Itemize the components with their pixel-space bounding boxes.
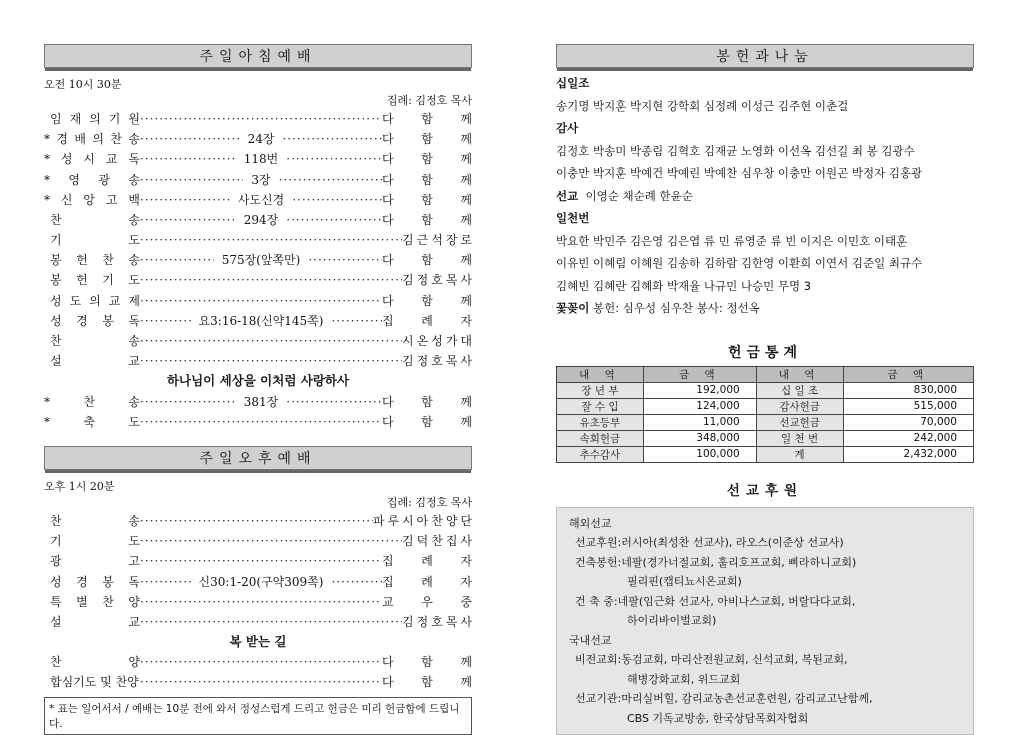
table-row bbox=[557, 414, 974, 430]
offering-list bbox=[556, 72, 974, 320]
order-row bbox=[44, 572, 472, 592]
mission-heading: 선교 bbox=[556, 189, 578, 203]
dot-leader bbox=[140, 170, 243, 190]
dot-leader bbox=[140, 270, 402, 290]
dot-leader bbox=[279, 170, 382, 190]
order-detail: 575장(앞쪽만) bbox=[214, 250, 309, 270]
dot-leader bbox=[331, 311, 382, 331]
thanks-heading: 감사 bbox=[556, 117, 974, 140]
order-row bbox=[44, 551, 472, 571]
domestic-heading: 국내선교 bbox=[569, 631, 961, 651]
order-leader: 다 함 께 bbox=[382, 149, 472, 169]
dot-leader bbox=[140, 190, 230, 210]
mission-support-box bbox=[556, 507, 974, 735]
stats-amount-cell: 515,000 bbox=[843, 398, 973, 414]
order-row bbox=[44, 230, 472, 250]
order-label: * 영 광 송 bbox=[44, 170, 140, 190]
order-leader: 다 함 께 bbox=[382, 210, 472, 230]
right-page bbox=[556, 44, 974, 735]
order-label: 설 교 bbox=[44, 351, 140, 371]
stats-item-cell: 감사헌금 bbox=[756, 398, 843, 414]
afternoon-service-header bbox=[44, 446, 472, 470]
dot-leader bbox=[308, 250, 382, 270]
mission-item bbox=[569, 592, 961, 612]
morning-order-list bbox=[44, 109, 472, 432]
mission-value: 네팔(경가너절교회, 훌리호프교회, 삐라하니교회) bbox=[621, 553, 856, 573]
dot-leader bbox=[140, 511, 373, 531]
table-row bbox=[557, 398, 974, 414]
order-row bbox=[44, 531, 472, 551]
dot-leader bbox=[331, 572, 382, 592]
morning-time: 오전 10시 30분 bbox=[44, 76, 472, 92]
order-leader: 다 함 께 bbox=[382, 250, 472, 270]
order-label: 찬 송 bbox=[44, 331, 140, 351]
overseas-heading: 해외선교 bbox=[569, 514, 961, 534]
mission-value: 하이리바이벌교회) bbox=[627, 611, 716, 631]
order-row bbox=[44, 673, 472, 693]
thanks-names-1: 김정호 박송미 박종림 김혁호 김재균 노영화 이선옥 김선길 최 봉 김광수 bbox=[556, 140, 974, 163]
order-detail: 사도신경 bbox=[230, 190, 292, 210]
mission-support-title: 선교후원 bbox=[556, 479, 974, 499]
table-row bbox=[557, 430, 974, 446]
order-label: 임 재 의 기 원 bbox=[44, 109, 140, 129]
order-label: 봉 헌 찬 송 bbox=[44, 250, 140, 270]
flower-text: 봉헌: 심우성 심우찬 봉사: 정선옥 bbox=[593, 301, 760, 315]
onethousand-names-1: 박요한 박민주 김은영 김은엽 류 민 류영준 류 빈 이지은 이민호 이태훈 bbox=[556, 230, 974, 253]
order-row bbox=[44, 271, 472, 291]
stats-item-cell: 속회헌금 bbox=[557, 430, 644, 446]
afternoon-service-title: 주일오후예배 bbox=[199, 448, 316, 468]
table-row bbox=[557, 446, 974, 462]
offering-title: 봉헌과나눔 bbox=[716, 46, 814, 66]
stats-item-cell: 십 일 조 bbox=[756, 382, 843, 398]
stats-item-cell: 일 천 번 bbox=[756, 430, 843, 446]
order-row bbox=[44, 109, 472, 129]
order-leader: 집 례 자 bbox=[382, 551, 472, 571]
flower-heading: 꽃꽂이 bbox=[556, 301, 589, 315]
order-label: * 찬 송 bbox=[44, 392, 140, 412]
order-leader: 다 함 께 bbox=[382, 672, 472, 692]
stats-amount-cell: 348,000 bbox=[643, 430, 756, 446]
tithe-names: 송기명 박지훈 박지현 강학회 심정례 이성근 김주현 이춘걸 bbox=[556, 95, 974, 118]
footnote: * 표는 일어서서 / 예배는 10분 전에 와서 정성스럽게 드리고 헌금은 미리 헌금함에 드립니다. bbox=[44, 697, 472, 735]
table-row bbox=[557, 382, 974, 398]
order-label: 특 별 찬 양 bbox=[44, 592, 140, 612]
offering-stats-table bbox=[556, 366, 974, 463]
order-label: 광 고 bbox=[44, 551, 140, 571]
order-label: 기 도 bbox=[44, 230, 140, 250]
order-leader: 김 덕 찬 집 사 bbox=[402, 531, 472, 551]
order-row bbox=[44, 190, 472, 210]
order-leader: 다 함 께 bbox=[382, 291, 472, 311]
dot-leader bbox=[282, 129, 382, 149]
stats-item-cell: 선교헌금 bbox=[756, 414, 843, 430]
order-leader: 다 함 께 bbox=[382, 652, 472, 672]
stats-item-cell: 유초등부 bbox=[557, 414, 644, 430]
order-label: 성 경 봉 독 bbox=[44, 311, 140, 331]
mission-key: 선교후원: bbox=[575, 533, 621, 553]
order-label: * 성 시 교 독 bbox=[44, 149, 140, 169]
order-label: 봉 헌 기 도 bbox=[44, 270, 140, 290]
order-detail: 381장 bbox=[236, 392, 287, 412]
stats-amount-cell: 242,000 bbox=[843, 430, 973, 446]
dot-leader bbox=[140, 392, 236, 412]
order-label: 성 경 봉 독 bbox=[44, 572, 140, 592]
afternoon-sermon-title: 복 받는 길 bbox=[44, 632, 472, 652]
thanks-names-2: 이충만 박지훈 박예건 박예린 박예찬 심우창 이충만 이원곤 박정자 김홍광 bbox=[556, 162, 974, 185]
dot-leader bbox=[140, 129, 240, 149]
morning-service-header bbox=[44, 44, 472, 68]
dot-leader bbox=[140, 531, 402, 551]
order-leader: 파 루 시 아 찬 양 단 bbox=[373, 511, 472, 531]
mission-key: 건 축 중: bbox=[575, 592, 618, 612]
onethousand-names-2: 이유빈 이혜림 이혜원 김송하 김하람 김한영 이환희 이연서 김준일 최규수 bbox=[556, 252, 974, 275]
stats-amount-cell: 100,000 bbox=[643, 446, 756, 462]
order-label: 설 교 bbox=[44, 612, 140, 632]
order-leader: 김 근 석 장 로 bbox=[402, 230, 472, 250]
mission-key: 건축봉헌: bbox=[575, 553, 621, 573]
dot-leader bbox=[140, 572, 191, 592]
dot-leader bbox=[140, 311, 191, 331]
order-leader: 다 함 께 bbox=[382, 392, 472, 412]
morning-preacher: 집례: 김정호 목사 bbox=[44, 92, 472, 108]
order-label: * 축 도 bbox=[44, 412, 140, 432]
order-row bbox=[44, 170, 472, 190]
mission-key: 비전교회: bbox=[575, 650, 621, 670]
stats-amount-cell: 192,000 bbox=[643, 382, 756, 398]
order-leader: 교 우 중 bbox=[382, 592, 472, 612]
order-row bbox=[44, 129, 472, 149]
mission-value: CBS 기독교방송, 한국상담목회자협회 bbox=[627, 709, 808, 729]
dot-leader bbox=[140, 351, 402, 371]
order-detail: 24장 bbox=[240, 129, 283, 149]
dot-leader bbox=[140, 412, 382, 432]
dot-leader bbox=[286, 149, 382, 169]
order-row bbox=[44, 612, 472, 632]
order-row bbox=[44, 511, 472, 531]
stats-item-cell: 계 bbox=[756, 446, 843, 462]
order-detail: 118번 bbox=[236, 149, 287, 169]
order-leader: 다 함 께 bbox=[382, 170, 472, 190]
mission-offering-line bbox=[556, 185, 974, 208]
order-detail: 3장 bbox=[243, 170, 278, 190]
mission-value: 네팔(임근화 선교사, 아비나스교회, 버랄다다교회, bbox=[618, 592, 856, 612]
order-label: * 경 배 의 찬 송 bbox=[44, 129, 140, 149]
stats-item-cell: 잘 수 입 bbox=[557, 398, 644, 414]
order-leader: 집 례 자 bbox=[382, 572, 472, 592]
order-row bbox=[44, 149, 472, 169]
order-row bbox=[44, 291, 472, 311]
tithe-heading: 십일조 bbox=[556, 72, 974, 95]
mission-value: 해병강화교회, 위드교회 bbox=[627, 670, 740, 690]
mission-item bbox=[569, 611, 961, 631]
stats-header-cell: 내 역 bbox=[557, 366, 644, 382]
order-leader: 다 함 께 bbox=[382, 129, 472, 149]
mission-item bbox=[569, 533, 961, 553]
onethousand-heading: 일천번 bbox=[556, 207, 974, 230]
mission-item bbox=[569, 689, 961, 709]
dot-leader bbox=[286, 392, 382, 412]
stats-item-cell: 추수감사 bbox=[557, 446, 644, 462]
dot-leader bbox=[140, 210, 236, 230]
order-detail: 294장 bbox=[236, 210, 287, 230]
dot-leader bbox=[140, 291, 382, 311]
afternoon-order-list bbox=[44, 511, 472, 693]
mission-item bbox=[569, 650, 961, 670]
order-leader: 김 정 호 목 사 bbox=[402, 351, 472, 371]
order-leader: 다 함 께 bbox=[382, 190, 472, 210]
afternoon-time: 오후 1시 20분 bbox=[44, 478, 472, 494]
mission-value: 마리실버힐, 감리교농촌선교훈련원, 감리교고난함께, bbox=[621, 689, 872, 709]
dot-leader bbox=[140, 551, 382, 571]
order-row bbox=[44, 351, 472, 371]
mission-item bbox=[569, 670, 961, 690]
order-row bbox=[44, 210, 472, 230]
dot-leader bbox=[140, 250, 214, 270]
stats-amount-cell: 830,000 bbox=[843, 382, 973, 398]
stats-amount-cell: 11,000 bbox=[643, 414, 756, 430]
overseas-list bbox=[569, 533, 961, 631]
dot-leader bbox=[140, 109, 382, 129]
dot-leader bbox=[140, 672, 382, 692]
order-row bbox=[44, 592, 472, 612]
mission-value: 동검교회, 마리산전원교회, 신석교회, 복된교회, bbox=[621, 650, 847, 670]
mission-names: 이영순 채순례 한윤순 bbox=[586, 189, 693, 203]
stats-header-row bbox=[557, 366, 974, 382]
dot-leader bbox=[140, 331, 402, 351]
mission-value: 러시아(최성찬 선교사), 라오스(이준상 선교사) bbox=[621, 533, 843, 553]
mission-item bbox=[569, 572, 961, 592]
dot-leader bbox=[140, 592, 382, 612]
order-label: * 신 앙 고 백 bbox=[44, 190, 140, 210]
stats-header-cell: 금 액 bbox=[643, 366, 756, 382]
mission-value: 필리핀(캡티뇨시온교회) bbox=[627, 572, 742, 592]
order-label: 합심기도 및 찬양 bbox=[44, 672, 140, 692]
dot-leader bbox=[140, 652, 382, 672]
order-detail: 신30:1-20(구약309쪽) bbox=[191, 572, 332, 592]
offering-header bbox=[556, 44, 974, 68]
stats-item-cell: 장 년 부 bbox=[557, 382, 644, 398]
afternoon-preacher: 집례: 김정호 목사 bbox=[44, 494, 472, 510]
stats-header-cell: 내 역 bbox=[756, 366, 843, 382]
order-label: 찬 송 bbox=[44, 210, 140, 230]
order-label: 성 도 의 교 제 bbox=[44, 291, 140, 311]
order-leader: 다 함 께 bbox=[382, 412, 472, 432]
dot-leader bbox=[286, 210, 382, 230]
mission-item bbox=[569, 553, 961, 573]
stats-amount-cell: 2,432,000 bbox=[843, 446, 973, 462]
order-leader: 다 함 께 bbox=[382, 109, 472, 129]
order-leader: 집 례 자 bbox=[382, 311, 472, 331]
mission-key: 선교기관: bbox=[575, 689, 621, 709]
stats-title: 헌금통계 bbox=[556, 342, 974, 362]
stats-header-cell: 금 액 bbox=[843, 366, 973, 382]
domestic-list bbox=[569, 650, 961, 728]
flower-line bbox=[556, 297, 974, 320]
order-row bbox=[44, 392, 472, 412]
dot-leader bbox=[140, 230, 402, 250]
order-label: 기 도 bbox=[44, 531, 140, 551]
mission-item bbox=[569, 709, 961, 729]
stats-body bbox=[557, 382, 974, 462]
morning-sermon-title: 하나님이 세상을 이처럼 사랑하사 bbox=[44, 371, 472, 391]
left-page bbox=[44, 44, 472, 735]
order-row bbox=[44, 331, 472, 351]
stats-amount-cell: 124,000 bbox=[643, 398, 756, 414]
order-label: 찬 송 bbox=[44, 511, 140, 531]
onethousand-names-3: 김혜빈 김혜란 김혜화 박재율 나규민 나승민 무명 3 bbox=[556, 275, 974, 298]
order-leader: 김 정 호 목 사 bbox=[402, 270, 472, 290]
dot-leader bbox=[140, 612, 402, 632]
order-leader: 시 온 성 가 대 bbox=[402, 331, 472, 351]
order-row bbox=[44, 250, 472, 270]
morning-service-title: 주일아침예배 bbox=[199, 46, 316, 66]
order-label: 찬 양 bbox=[44, 652, 140, 672]
order-row bbox=[44, 311, 472, 331]
order-detail: 요3:16-18(신약145쪽) bbox=[191, 311, 332, 331]
dot-leader bbox=[140, 149, 236, 169]
order-row bbox=[44, 412, 472, 432]
dot-leader bbox=[292, 190, 382, 210]
stats-amount-cell: 70,000 bbox=[843, 414, 973, 430]
order-leader: 김 정 호 목 사 bbox=[402, 612, 472, 632]
order-row bbox=[44, 652, 472, 672]
